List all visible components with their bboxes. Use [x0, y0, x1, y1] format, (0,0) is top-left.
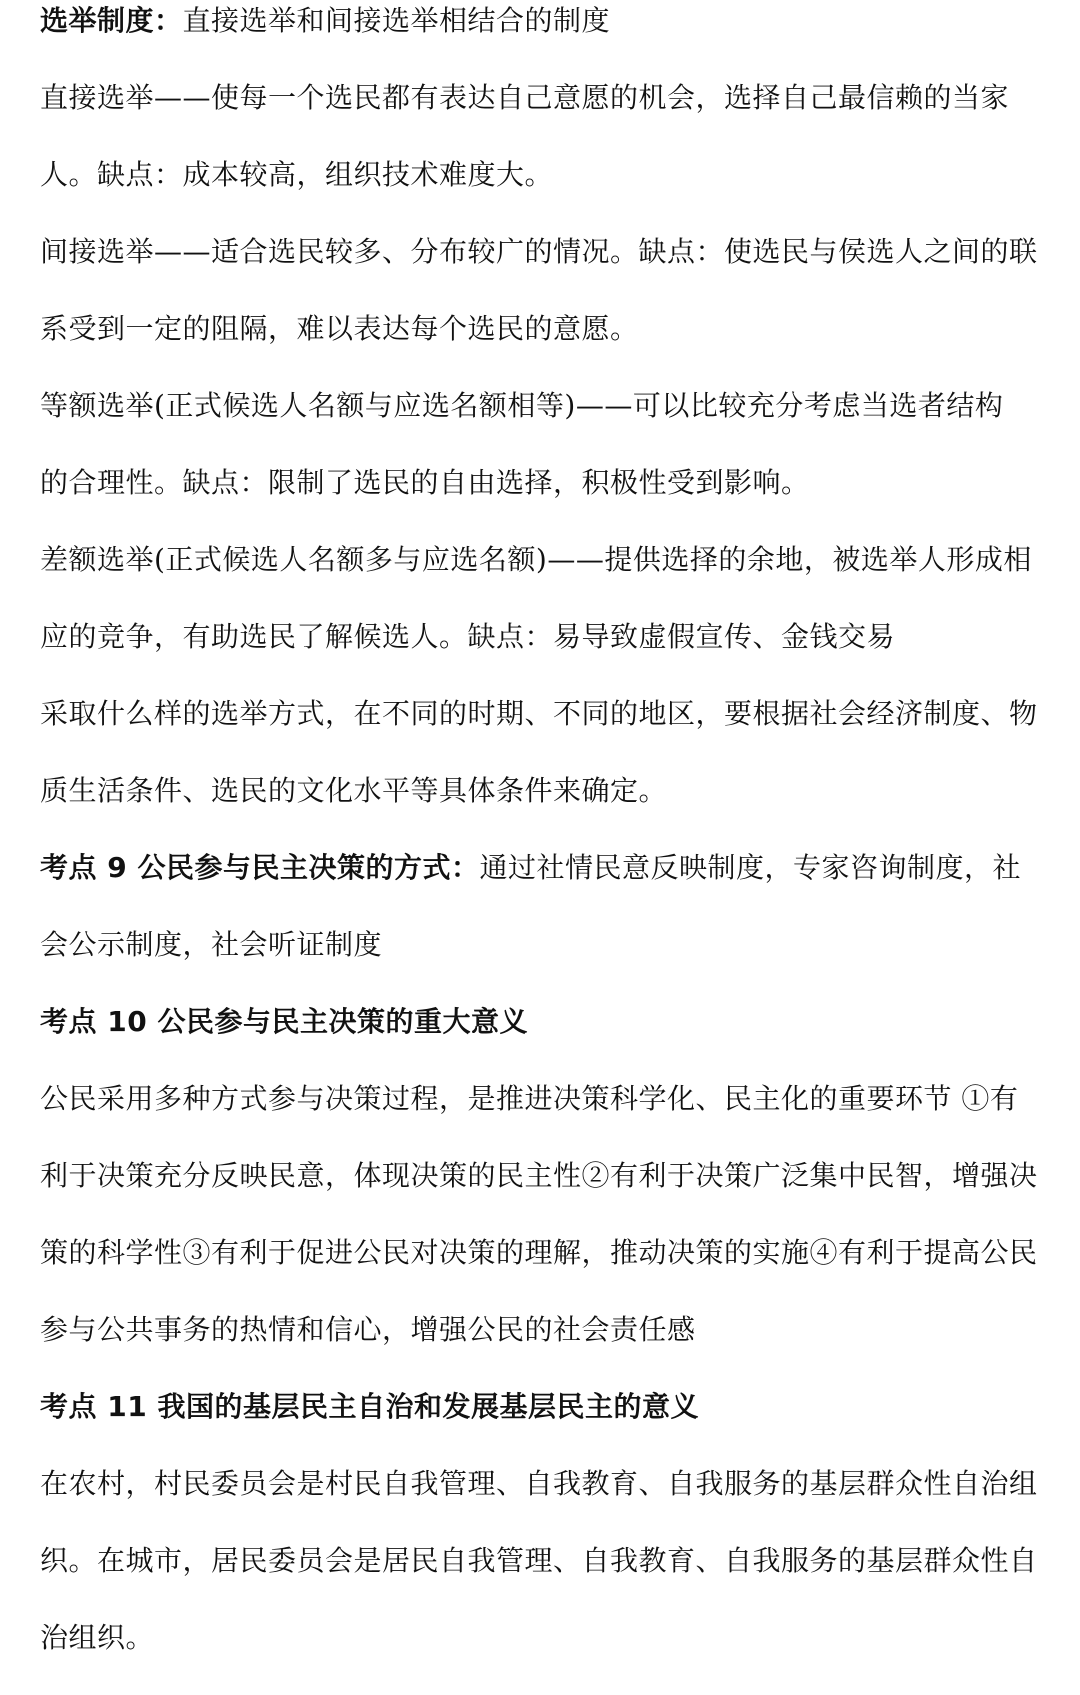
direct-election-line-1: 直接选举——使每一个选民都有表达自己意愿的机会，选择自己最信赖的当家: [40, 81, 1010, 114]
point10-text-4: 参与公共事务的热情和信心，增强公民的社会责任感: [40, 1313, 696, 1346]
election-system-heading: 选举制度：: [40, 4, 183, 37]
election-method-line-1: 采取什么样的选举方式，在不同的时期、不同的地区，要根据社会经济制度、物: [40, 697, 1038, 730]
direct-election-line-2: 人。缺点：成本较高，组织技术难度大。: [40, 158, 554, 191]
point9-text-1: 通过社情民意反映制度，专家咨询制度，社: [479, 851, 1021, 884]
indirect-election-line-1: 间接选举——适合选民较多、分布较广的情况。缺点：使选民与侯选人之间的联: [40, 235, 1038, 268]
election-system-summary: 直接选举和间接选举相结合的制度: [182, 4, 611, 37]
document-page: [0, 1, 1080, 1675]
election-method-line-2: 质生活条件、选民的文化水平等具体条件来确定。: [40, 774, 668, 807]
point11-text-3: 治组织。: [40, 1621, 155, 1654]
differential-election-line-2: 应的竞争，有助选民了解候选人。缺点：易导致虚假宣传、金钱交易: [40, 620, 896, 653]
point9-line: [40, 848, 1040, 925]
point11-text-2: 织。在城市，居民委员会是居民自我管理、自我教育、自我服务的基层群众性自: [40, 1544, 1038, 1577]
differential-election-line-1: 差额选举(正式候选人名额多与应选名额)——提供选择的余地，被选举人形成相: [40, 543, 1032, 576]
election-system-line: [40, 1, 1040, 78]
indirect-election-line-2: 系受到一定的阻隔，难以表达每个选民的意愿。: [40, 312, 639, 345]
point9-heading: 考点 9 公民参与民主决策的方式：: [40, 851, 480, 884]
point10-text-1: 公民采用多种方式参与决策过程，是推进决策科学化、民主化的重要环节 ①有: [40, 1082, 1019, 1115]
point11-text-1: 在农村，村民委员会是村民自我管理、自我教育、自我服务的基层群众性自治组: [40, 1467, 1038, 1500]
point11-heading: 考点 11 我国的基层民主自治和发展基层民主的意义: [40, 1390, 699, 1423]
equal-election-line-2: 的合理性。缺点：限制了选民的自由选择，积极性受到影响。: [40, 466, 810, 499]
point9-text-2: 会公示制度，社会听证制度: [40, 928, 383, 961]
point10-text-3: 策的科学性③有利于促进公民对决策的理解，推动决策的实施④有利于提高公民: [40, 1236, 1038, 1269]
point10-text-2: 利于决策充分反映民意，体现决策的民主性②有利于决策广泛集中民智，增强决: [40, 1159, 1038, 1192]
equal-election-line-1: 等额选举(正式候选人名额与应选名额相等)——可以比较充分考虑当选者结构: [40, 389, 1004, 422]
point10-heading: 考点 10 公民参与民主决策的重大意义: [40, 1005, 528, 1038]
